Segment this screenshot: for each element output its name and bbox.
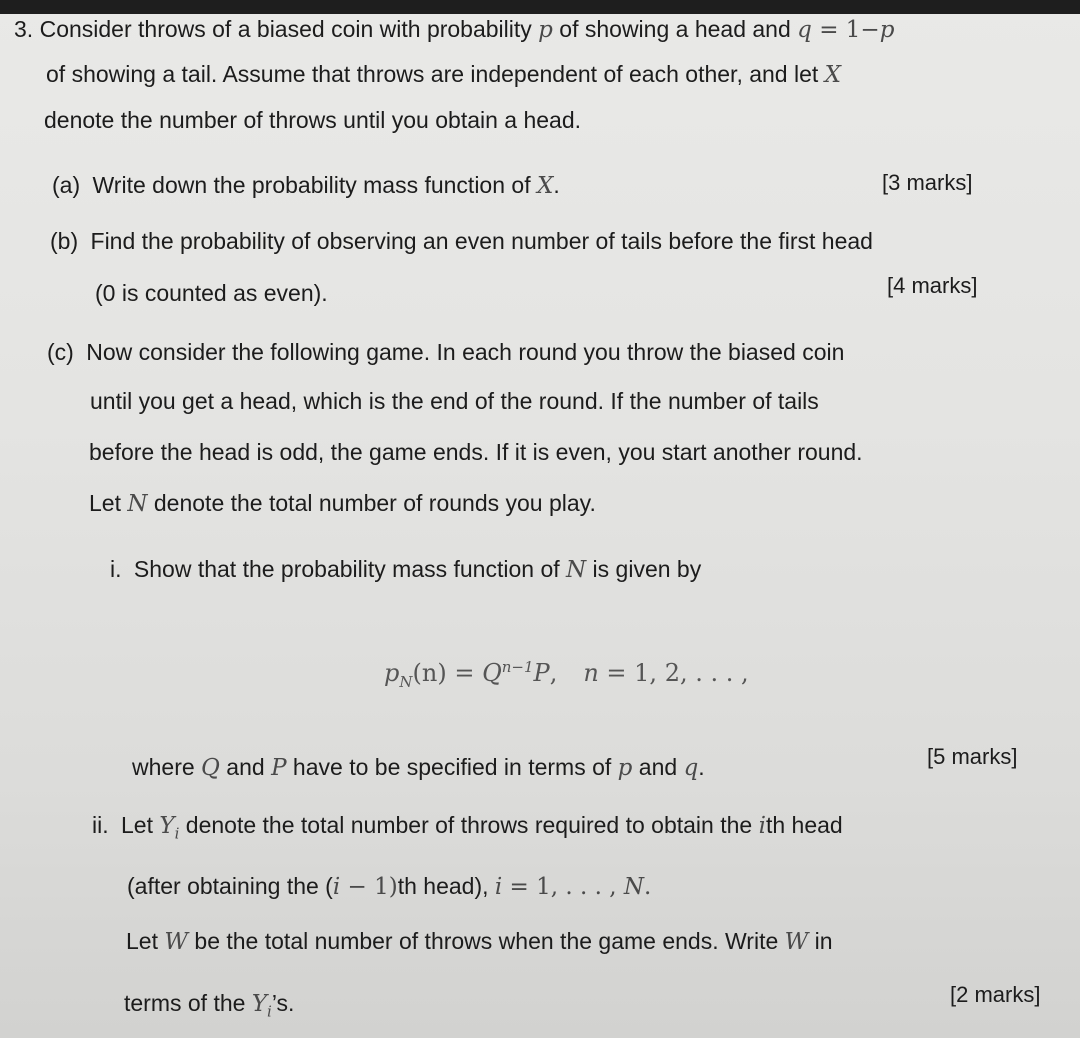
question-stem-line-3: denote the number of throws until you obtain a head. bbox=[44, 107, 582, 133]
question-stem-line-1: 3. Consider throws of a biased coin with probability p of showing a head and q = 1−p bbox=[14, 16, 895, 43]
part-b-line-1: (b) Find the probability of observing an even number of tails before the first head bbox=[50, 228, 873, 254]
part-b-marks: [4 marks] bbox=[887, 273, 978, 298]
pmf-formula: $p_N(n) = Q^{n-1}P$, n = 1, 2, . . . , bbox=[384, 658, 749, 691]
question-stem-line-2: of showing a tail. Assume that throws are independent of each other, and let X bbox=[46, 61, 842, 88]
part-c-ii-line-4: terms of the $Y_i’s$. bbox=[124, 990, 295, 1021]
part-a-line: (a) Write down the probability mass function of X. bbox=[52, 172, 560, 199]
part-b-line-2: (0 is counted as even). bbox=[95, 280, 328, 306]
question-number: 3. bbox=[14, 16, 34, 42]
part-c-i-marks: [5 marks] bbox=[927, 744, 1018, 769]
part-c-ii-label: ii. bbox=[92, 812, 109, 838]
part-a-marks: [3 marks] bbox=[882, 170, 973, 195]
part-c-ii-marks: [2 marks] bbox=[950, 982, 1041, 1007]
part-c-label: (c) bbox=[47, 339, 74, 365]
part-c-i-where-line: where Q and P have to be specified in terms of p and q. bbox=[132, 754, 705, 781]
part-a-label: (a) bbox=[52, 172, 81, 198]
part-c-line-1: (c) Now consider the following game. In each round you throw the biased coin bbox=[47, 339, 845, 365]
part-c-ii-line-2: (after obtaining the (i − 1)th head), i = 1, . . . , N. bbox=[127, 873, 652, 900]
part-c-ii-line-3: Let W be the total number of throws when the game ends. Write W in bbox=[126, 928, 833, 955]
part-c-i-label: i. bbox=[110, 556, 122, 582]
part-b-label: (b) bbox=[50, 228, 79, 254]
part-c-line-3: before the head is odd, the game ends. If it is even, you start another round. bbox=[89, 439, 863, 465]
part-c-line-4: Let N denote the total number of rounds you play. bbox=[89, 490, 596, 517]
part-c-i-line: i. Show that the probability mass function of N is given by bbox=[110, 556, 702, 583]
dark-top-border bbox=[0, 0, 1080, 14]
part-c-line-2: until you get a head, which is the end of the round. If the number of tails bbox=[90, 388, 819, 414]
part-c-ii-line-1: ii. Let $Y_i$ denote the total number of throws required to obtain the ith head bbox=[92, 812, 843, 843]
